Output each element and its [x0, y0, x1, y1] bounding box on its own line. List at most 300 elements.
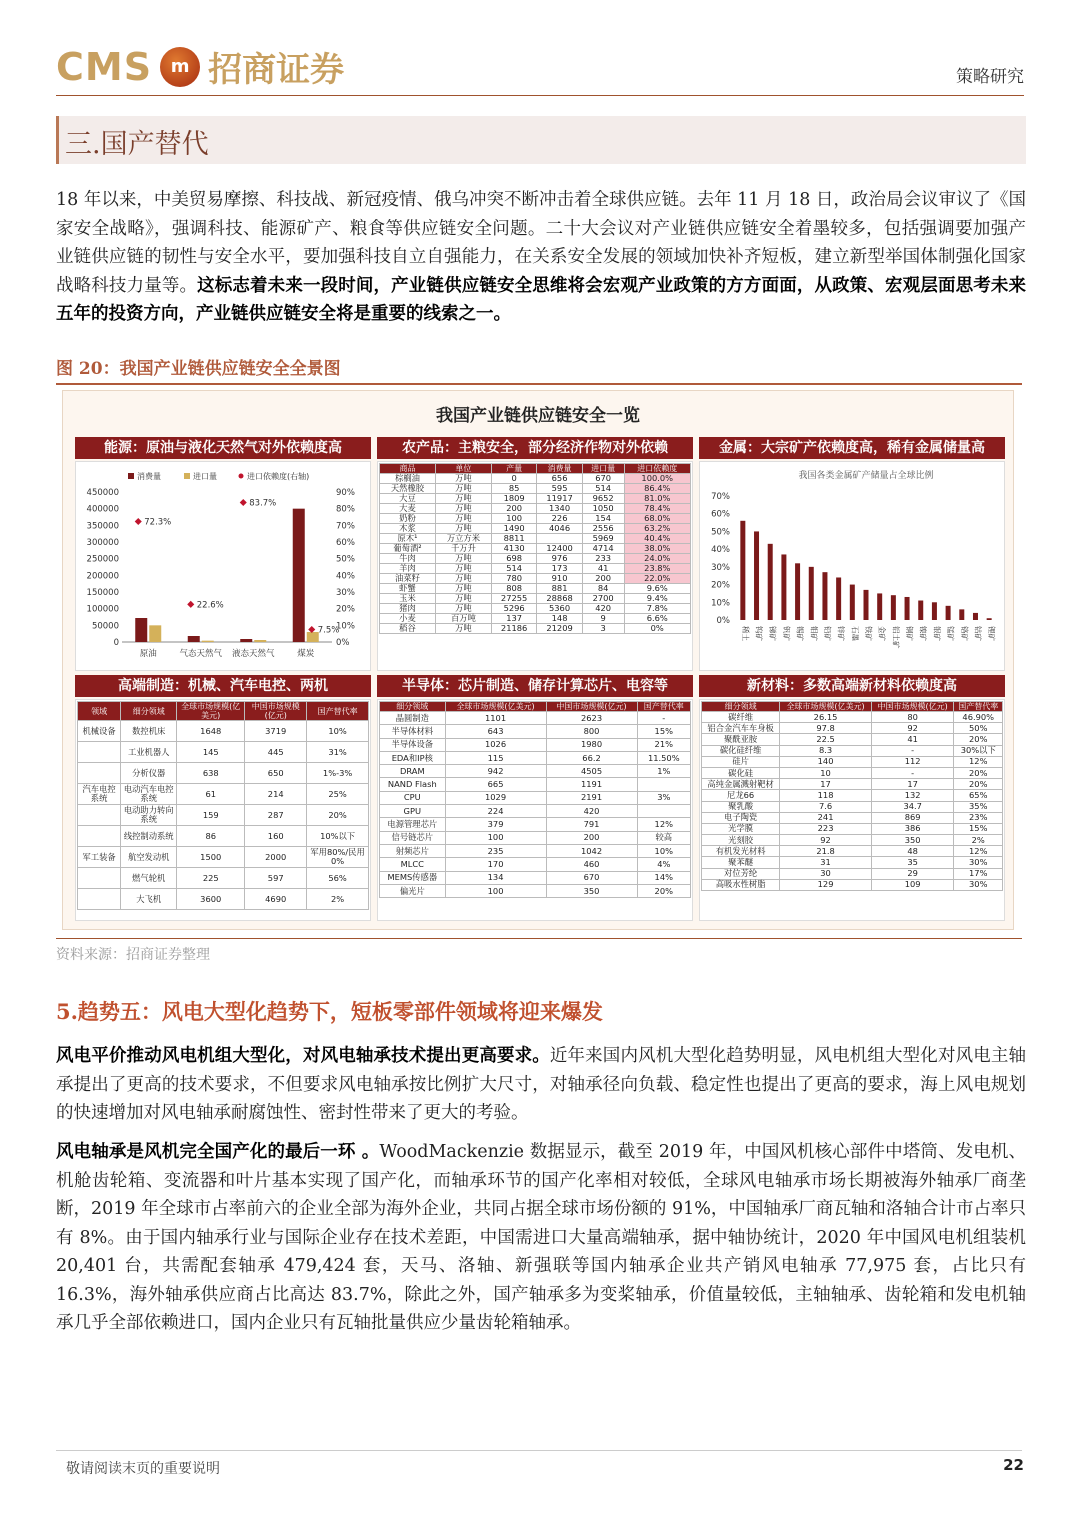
table-cell: 638 — [177, 763, 245, 784]
metals-bar — [864, 590, 869, 620]
table-row — [380, 474, 691, 484]
metals-x-label: 稀土 — [740, 626, 750, 641]
metals-x-label: 锰矿 — [946, 626, 956, 641]
materials-header: 新材料：多数高端新材料依赖度高 — [699, 675, 1005, 697]
logo-mark-icon: m — [160, 47, 200, 87]
table-cell: 4130 — [491, 544, 536, 554]
agri-table-panel — [377, 461, 693, 671]
agri-table — [379, 463, 691, 634]
table-cell: - — [871, 745, 954, 756]
table-cell: 30% — [954, 857, 1003, 868]
table-cell: 天然橡胶 — [380, 484, 436, 494]
table-header-cell: 国产替代率 — [307, 702, 369, 721]
table-header-cell: 国产替代率 — [954, 702, 1003, 712]
table-cell: 780 — [491, 574, 536, 584]
metals-bar — [973, 613, 978, 620]
table-cell: 595 — [537, 484, 582, 494]
metals-y-tick: 10% — [711, 598, 730, 609]
energy-y-right-tick: 80% — [336, 504, 355, 515]
metals-x-label: 锌矿 — [836, 626, 846, 641]
table-cell: 84 — [582, 584, 624, 594]
energy-y-left-tick: 100000 — [86, 604, 119, 615]
metals-x-label: 钼矿 — [809, 626, 819, 641]
table-row — [702, 835, 1003, 846]
table-cell: 万吨 — [435, 574, 491, 584]
table-row — [702, 879, 1003, 890]
table-cell: 1191 — [546, 778, 637, 791]
table-cell: 有机发光材料 — [702, 846, 780, 857]
table-cell: 奶粉 — [380, 514, 436, 524]
table-header-cell: 中国市场规模(亿元) — [871, 702, 954, 712]
table-cell: 48 — [871, 846, 954, 857]
table-cell: 656 — [537, 474, 582, 484]
table-row — [380, 831, 691, 844]
metals-x-label: 银矿 — [932, 626, 942, 641]
table-cell: 20% — [637, 884, 690, 897]
energy-x-label: 煤炭 — [297, 649, 315, 659]
table-row — [702, 790, 1003, 801]
table-cell: 21186 — [491, 624, 536, 634]
table-header-cell: 全球市场规模(亿美元) — [780, 702, 872, 712]
table-cell: 2% — [954, 835, 1003, 846]
metals-bar — [795, 563, 800, 620]
table-cell — [78, 868, 121, 889]
metals-x-label: 铝土矿 — [891, 626, 901, 649]
energy-dependency-label: 83.7% — [249, 498, 277, 509]
table-row — [702, 801, 1003, 812]
table-cell: 射频芯片 — [380, 844, 446, 857]
table-cell: 万吨 — [435, 564, 491, 574]
table-header-cell: 产量 — [491, 464, 536, 474]
table-cell: 工业机器人 — [121, 742, 177, 763]
energy-legend-label: 进口依赖度(右轴) — [247, 472, 310, 481]
table-cell: 46.90% — [954, 712, 1003, 723]
table-cell: 10 — [780, 767, 872, 778]
table-cell — [637, 805, 690, 818]
table-cell: 2000 — [245, 847, 307, 868]
table-cell: 97.8 — [780, 723, 872, 734]
table-cell: 1490 — [491, 524, 536, 534]
table-cell: 80 — [871, 712, 954, 723]
table-cell: 万吨 — [435, 524, 491, 534]
table-cell: 200 — [582, 574, 624, 584]
table-cell: 万吨 — [435, 484, 491, 494]
table-row — [380, 534, 691, 544]
wind-paragraph-1: 风电平价推动风电机组大型化，对风电轴承技术提出更高要求。近年来国内风机大型化趋势明显，风电机组大型化对风电主轴承提出了更高的技术要求，不但要求风电轴承按比例扩大尺寸，对轴承径向负载、稳定性也提出了更高的要求，海上风电规划的快速增加对风电轴承耐腐蚀性、密封性带来了更大的考验。 — [56, 1046, 1026, 1123]
table-cell: 132 — [871, 790, 954, 801]
table-row — [380, 871, 691, 884]
table-cell: 分析仪器 — [121, 763, 177, 784]
table-cell: 24.0% — [624, 554, 691, 564]
table-cell: 698 — [491, 554, 536, 564]
table-cell: 牛肉 — [380, 554, 436, 564]
semi-header: 半导体：芯片制造、储存计算芯片、电容等 — [377, 675, 693, 697]
table-row — [380, 514, 691, 524]
table-cell: 数控机床 — [121, 721, 177, 742]
table-cell: 66.2 — [546, 751, 637, 764]
table-cell: MEMS传感器 — [380, 871, 446, 884]
table-cell: 30%以下 — [954, 745, 1003, 756]
table-cell: 21% — [637, 738, 690, 751]
energy-bar-consumption — [188, 636, 200, 642]
footer-disclaimer: 敬请阅读末页的重要说明 — [66, 1461, 220, 1477]
table-cell: 20% — [307, 805, 369, 826]
figure-main-title: 我国产业链供应链安全一览 — [436, 406, 640, 426]
table-cell: 800 — [546, 725, 637, 738]
table-cell: 86.4% — [624, 484, 691, 494]
table-cell: 10% — [307, 721, 369, 742]
energy-dependency-label: 22.6% — [196, 600, 224, 611]
energy-bar-consumption — [135, 618, 147, 642]
table-cell: 半导体设备 — [380, 738, 446, 751]
table-cell: 86 — [177, 826, 245, 847]
table-cell: 134 — [445, 871, 546, 884]
table-header-cell: 细分领域 — [121, 702, 177, 721]
table-cell: 万吨 — [435, 504, 491, 514]
table-cell: 1029 — [445, 791, 546, 804]
table-cell: 379 — [445, 818, 546, 831]
table-row — [380, 484, 691, 494]
table-cell: 羊肉 — [380, 564, 436, 574]
table-cell: 791 — [546, 818, 637, 831]
table-row — [380, 614, 691, 624]
table-cell: 85 — [491, 484, 536, 494]
table-cell: 100 — [445, 831, 546, 844]
table-cell: 7.6 — [780, 801, 872, 812]
page-number: 22 — [1003, 1456, 1024, 1474]
metals-x-label: 镍矿 — [918, 626, 928, 641]
table-cell: 1050 — [582, 504, 624, 514]
table-cell: 160 — [245, 826, 307, 847]
section-title: 三.国产替代 — [56, 116, 1026, 164]
table-cell: 20% — [954, 767, 1003, 778]
table-cell: 21.8 — [780, 846, 872, 857]
energy-x-label: 气态天然气 — [179, 649, 223, 659]
metals-x-label: 金矿 — [877, 626, 887, 641]
table-row — [380, 751, 691, 764]
table-cell: 1026 — [445, 738, 546, 751]
table-row — [78, 742, 369, 763]
table-row — [702, 857, 1003, 868]
table-cell — [637, 778, 690, 791]
figure-caption: 图 20：我国产业链供应链安全全景图 — [56, 354, 1022, 385]
table-cell: 1980 — [546, 738, 637, 751]
table-cell: 597 — [245, 868, 307, 889]
table-cell: 1500 — [177, 847, 245, 868]
metals-bar — [850, 585, 855, 620]
table-cell: 10% — [637, 844, 690, 857]
table-cell: 万立方米 — [435, 534, 491, 544]
table-cell: 原木¹ — [380, 534, 436, 544]
table-cell: CPU — [380, 791, 446, 804]
table-row — [380, 524, 691, 534]
table-cell: 3% — [637, 791, 690, 804]
metals-y-tick: 60% — [711, 509, 730, 520]
table-header-row — [702, 702, 1003, 712]
metals-x-label: 锂矿 — [987, 626, 997, 641]
metals-x-label: 钒矿 — [781, 626, 791, 641]
table-cell: 4505 — [546, 765, 637, 778]
table-row — [380, 504, 691, 514]
energy-y-left-tick: 50000 — [91, 621, 119, 632]
table-row — [380, 584, 691, 594]
table-row — [702, 745, 1003, 756]
table-cell: 油菜籽 — [380, 574, 436, 584]
energy-bar-consumption — [240, 639, 252, 642]
energy-y-right-tick: 90% — [336, 488, 355, 498]
table-cell: 电源管理芯片 — [380, 818, 446, 831]
table-cell: 22.0% — [624, 574, 691, 584]
table-cell: 38.0% — [624, 544, 691, 554]
energy-y-right-tick: 60% — [336, 538, 355, 548]
table-cell: 11.50% — [637, 751, 690, 764]
wind-paragraph-2: 风电轴承是风机完全国产化的最后一环 。WoodMackenzie 数据显示，截至 2019 年，中国风机核心部件中塔筒、发电机、机舱齿轮箱、变流器和叶片基本实现了国产化，而轴承环节的国产化率相对较低，全球风电轴承市场长期被海外轴承厂商垄断，2019 年全球市占率前六的企业全部为海外企业，共同占据全球市场份额的 91%，中国轴承厂商瓦轴和洛轴合计市占率只有 8%。由于国内轴承行业与国际企业存在技术差距，中国需进口大量高端轴承，据中轴协统计，2020 年中国风电机组装机 20,401 台，共需配套轴承 479,424 套，天马、洛轴、新强联等国内轴承企业共产销风电轴承 77,975 套，占比只有 16.3%，海外轴承供应商占比高达 83.7%，除此之外，国产轴承多为变桨轴承，价值量较低，主轴轴承、齿轮箱和发电机轴承几乎全部依赖进口，国内企业只有瓦轴批量供应少量齿轮箱轴承。 — [56, 1142, 1027, 1333]
energy-y-left-tick: 350000 — [86, 521, 119, 532]
table-header-cell: 全球市场规模(亿美元) — [177, 702, 245, 721]
metals-bar — [822, 572, 827, 620]
table-cell: 碳化硅 — [702, 767, 780, 778]
table-cell: 15% — [954, 823, 1003, 834]
table-cell: 1809 — [491, 494, 536, 504]
table-cell: 21209 — [537, 624, 582, 634]
energy-legend-swatch — [239, 474, 244, 479]
metals-x-label: 钨矿 — [754, 626, 764, 641]
table-cell: 109 — [871, 879, 954, 890]
table-cell: 65% — [954, 790, 1003, 801]
table-cell: 6.6% — [624, 614, 691, 624]
table-cell: 9.6% — [624, 584, 691, 594]
metals-bar — [905, 597, 910, 620]
table-cell: 14% — [637, 871, 690, 884]
table-cell: 对位芳纶 — [702, 868, 780, 879]
table-header-cell: 消费量 — [537, 464, 582, 474]
table-cell — [78, 889, 121, 910]
metals-y-tick: 50% — [711, 527, 730, 538]
source-divider — [56, 938, 1022, 939]
table-row — [380, 604, 691, 614]
table-cell: 225 — [177, 868, 245, 889]
section5-title: 5.趋势五：风电大型化趋势下，短板零部件领域将迎来爆发 — [56, 999, 603, 1024]
hightech-table-panel — [75, 699, 371, 921]
table-row — [78, 784, 369, 805]
table-cell: 35% — [954, 801, 1003, 812]
table-cell: 214 — [245, 784, 307, 805]
table-cell: 军工装备 — [78, 847, 121, 868]
table-row — [380, 765, 691, 778]
table-cell: 机械设备 — [78, 721, 121, 742]
table-cell: 942 — [445, 765, 546, 778]
table-cell: - — [637, 712, 690, 725]
table-row — [702, 723, 1003, 734]
metals-bar — [946, 606, 951, 620]
table-cell: 81.0% — [624, 494, 691, 504]
table-row — [702, 846, 1003, 857]
metals-x-label: 锡矿 — [795, 626, 805, 641]
table-header-cell: 中国市场规模(亿元) — [245, 702, 307, 721]
materials-table-panel — [699, 699, 1005, 921]
table-cell: 20% — [954, 779, 1003, 790]
table-cell: 10%以下 — [307, 826, 369, 847]
energy-y-right-tick: 70% — [336, 521, 355, 532]
table-cell: 碳化硅纤维 — [702, 745, 780, 756]
metals-bar — [891, 595, 896, 620]
table-cell: 电动助力转向系统 — [121, 805, 177, 826]
energy-legend-swatch — [128, 473, 134, 479]
table-row — [380, 554, 691, 564]
table-cell: 226 — [537, 514, 582, 524]
table-cell: 643 — [445, 725, 546, 738]
table-row — [380, 594, 691, 604]
table-row — [78, 763, 369, 784]
energy-header: 能源：原油与液化天然气对外依赖度高 — [75, 437, 371, 459]
metals-x-label: 锑矿 — [768, 626, 778, 641]
table-cell: 31 — [780, 857, 872, 868]
materials-table — [701, 701, 1003, 891]
table-cell: 4690 — [245, 889, 307, 910]
table-cell: 1648 — [177, 721, 245, 742]
table-cell: 燃气轮机 — [121, 868, 177, 889]
table-cell: 万吨 — [435, 514, 491, 524]
table-cell: 大飞机 — [121, 889, 177, 910]
hightech-header: 高端制造：机械、汽车电控、两机 — [75, 675, 371, 697]
table-header-cell: 细分领域 — [702, 702, 780, 712]
table-cell: 28868 — [537, 594, 582, 604]
table-row — [380, 858, 691, 871]
table-cell: 棕榈油 — [380, 474, 436, 484]
table-cell: 23% — [954, 812, 1003, 823]
table-cell: 15% — [637, 725, 690, 738]
metals-x-label: 铅矿 — [822, 626, 832, 641]
table-cell: 100 — [491, 514, 536, 524]
table-cell: 25% — [307, 784, 369, 805]
table-cell: 2623 — [546, 712, 637, 725]
energy-y-right-tick: 20% — [336, 604, 355, 615]
table-cell: 233 — [582, 554, 624, 564]
logo-latin: CMS — [56, 44, 153, 89]
table-row — [380, 805, 691, 818]
table-cell: 9 — [582, 614, 624, 624]
table-cell: 尼龙66 — [702, 790, 780, 801]
table-cell — [537, 534, 582, 544]
table-cell: 碳纤维 — [702, 712, 780, 723]
table-cell: 112 — [871, 756, 954, 767]
metals-x-label: 铁矿 — [864, 626, 873, 641]
table-cell: 881 — [537, 584, 582, 594]
table-cell: 航空发动机 — [121, 847, 177, 868]
table-cell: GPU — [380, 805, 446, 818]
table-cell: 350 — [871, 835, 954, 846]
table-cell: 148 — [537, 614, 582, 624]
table-cell: 670 — [546, 871, 637, 884]
table-cell: 0% — [624, 624, 691, 634]
metals-x-label: 铜矿 — [905, 626, 915, 641]
table-cell: 聚乳酸 — [702, 801, 780, 812]
table-cell: 30% — [954, 879, 1003, 890]
table-cell: 线控制动系统 — [121, 826, 177, 847]
metals-chart — [700, 462, 1004, 670]
table-cell: 350 — [546, 884, 637, 897]
table-cell: 23.8% — [624, 564, 691, 574]
table-cell: 光刻胶 — [702, 835, 780, 846]
table-cell: 电动汽车电控系统 — [121, 784, 177, 805]
table-cell: 386 — [871, 823, 954, 834]
table-row — [702, 734, 1003, 745]
table-cell: 27255 — [491, 594, 536, 604]
table-cell: 200 — [491, 504, 536, 514]
table-cell: DRAM — [380, 765, 446, 778]
table-cell: 665 — [445, 778, 546, 791]
table-row — [380, 494, 691, 504]
table-cell: 154 — [582, 514, 624, 524]
table-cell: 信号链芯片 — [380, 831, 446, 844]
metals-bar — [932, 602, 937, 620]
energy-dependency-label: 7.5% — [317, 625, 340, 636]
table-row — [702, 767, 1003, 778]
table-cell: 猪肉 — [380, 604, 436, 614]
table-cell: 小麦 — [380, 614, 436, 624]
table-row — [702, 712, 1003, 723]
report-category: 策略研究 — [956, 67, 1024, 87]
table-cell: 11917 — [537, 494, 582, 504]
semi-table — [379, 701, 691, 898]
energy-y-left-tick: 450000 — [86, 488, 119, 498]
table-row — [702, 812, 1003, 823]
table-row — [380, 778, 691, 791]
energy-x-label: 原油 — [139, 649, 157, 659]
table-cell: 650 — [245, 763, 307, 784]
table-cell: 9652 — [582, 494, 624, 504]
table-cell: 4% — [637, 858, 690, 871]
metals-bar — [781, 554, 786, 620]
table-cell: 92 — [780, 835, 872, 846]
table-row — [78, 826, 369, 847]
table-cell: 电子陶瓷 — [702, 812, 780, 823]
table-cell: 5360 — [537, 604, 582, 614]
table-cell: 30 — [780, 868, 872, 879]
table-cell: 12% — [954, 756, 1003, 767]
table-cell: 41 — [871, 734, 954, 745]
table-cell: 0 — [491, 474, 536, 484]
energy-y-left-tick: 400000 — [86, 504, 119, 515]
table-cell: 50% — [954, 723, 1003, 734]
energy-bar-imports — [149, 625, 161, 642]
energy-legend-label: 消费量 — [137, 472, 161, 481]
table-cell: 聚苯醚 — [702, 857, 780, 868]
table-row — [380, 791, 691, 804]
table-cell: 万吨 — [435, 494, 491, 504]
table-cell: 78.4% — [624, 504, 691, 514]
table-cell: 百万吨 — [435, 614, 491, 624]
table-cell: 20% — [954, 734, 1003, 745]
table-cell: 31% — [307, 742, 369, 763]
metals-chart-panel — [699, 461, 1005, 671]
table-cell: 92 — [871, 723, 954, 734]
table-cell: 3719 — [245, 721, 307, 742]
metals-x-label: 钴矿 — [973, 626, 983, 641]
source-note: 资料来源：招商证券整理 — [56, 947, 210, 963]
table-row — [380, 884, 691, 897]
table-row — [380, 564, 691, 574]
table-cell: 514 — [582, 484, 624, 494]
metals-y-tick: 30% — [711, 562, 730, 573]
table-cell: 460 — [546, 858, 637, 871]
table-cell: 万吨 — [435, 584, 491, 594]
table-row — [702, 756, 1003, 767]
table-cell: 虾蟹 — [380, 584, 436, 594]
table-row — [702, 823, 1003, 834]
metals-bar — [740, 521, 745, 620]
intro-paragraph: 18 年以来，中美贸易摩擦、科技战、新冠疫情、俄乌冲突不断冲击着全球供应链。去年 11 月 18 日，政治局会议审议了《国家安全战略》，强调科技、能源矿产、粮食等供应链安全问题。二十大会议对产业链供应链安全着墨较多，包括强调要加强产业链供应链的韧性与安全水平，要加强科技自立自强能力，在关系安全发展的领域加快补齐短板，建立新型举国体制强化国家战略科技力量等。这标志着未来一段时间，产业链供应链安全思维将会宏观产业政策的方方面面，从政策、宏观层面思考未来五年的投资方向，产业链供应链安全将是重要的线索之一。 — [56, 190, 1027, 324]
